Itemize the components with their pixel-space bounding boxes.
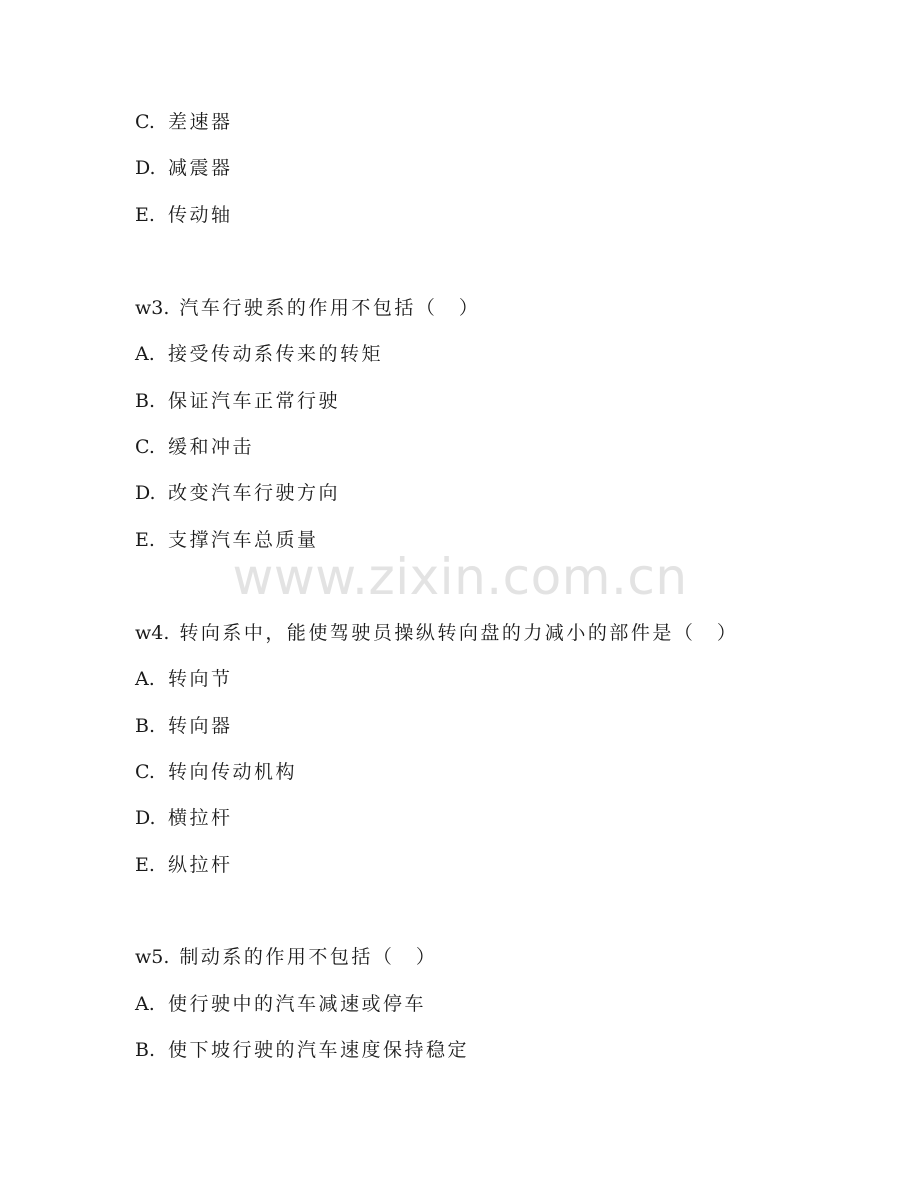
option-q3-e	[135, 528, 319, 552]
option-q2-c	[135, 110, 233, 134]
question-number: w4.	[135, 622, 170, 644]
option-q4-e	[135, 853, 233, 877]
option-q4-d	[135, 806, 233, 830]
question-w4-stem	[135, 621, 738, 645]
option-text: 纵拉杆	[168, 854, 233, 876]
option-label: A.	[135, 668, 155, 690]
option-q2-d	[135, 156, 233, 180]
question-w5-stem	[135, 945, 437, 969]
option-text: 使下坡行驶的汽车速度保持稳定	[168, 1039, 470, 1061]
option-q4-b	[135, 714, 233, 738]
option-label: A.	[135, 343, 155, 365]
option-text: 缓和冲击	[168, 436, 255, 458]
option-label: C.	[135, 436, 155, 458]
option-label: D.	[135, 807, 156, 829]
option-q5-a	[135, 992, 426, 1016]
option-label: E.	[135, 204, 155, 226]
option-text: 转向传动机构	[168, 761, 298, 783]
option-label: E.	[135, 854, 155, 876]
option-text: 横拉杆	[168, 807, 233, 829]
option-label: D.	[135, 482, 156, 504]
option-text: 转向器	[168, 715, 233, 737]
option-q5-b	[135, 1038, 469, 1062]
option-label: C.	[135, 111, 155, 133]
option-q4-a	[135, 667, 233, 691]
option-label: C.	[135, 761, 155, 783]
option-label: B.	[135, 390, 156, 412]
question-w3-stem	[135, 296, 480, 320]
option-text: 转向节	[168, 668, 233, 690]
option-text: 保证汽车正常行驶	[168, 390, 341, 412]
option-label: A.	[135, 993, 155, 1015]
option-text: 接受传动系传来的转矩	[168, 343, 384, 365]
option-q2-e	[135, 203, 233, 227]
question-text: 汽车行驶系的作用不包括（ ）	[179, 297, 481, 319]
option-q3-c	[135, 435, 254, 459]
question-number: w3.	[135, 297, 170, 319]
watermark: www.zixin.com.cn	[232, 548, 688, 606]
option-q4-c	[135, 760, 297, 784]
question-number: w5.	[135, 946, 170, 968]
option-label: E.	[135, 529, 155, 551]
option-text: 差速器	[168, 111, 233, 133]
question-text: 制动系的作用不包括（ ）	[179, 946, 438, 968]
option-text: 支撑汽车总质量	[168, 529, 319, 551]
option-q3-a	[135, 342, 383, 366]
option-label: B.	[135, 715, 156, 737]
question-text: 转向系中，能使驾驶员操纵转向盘的力减小的部件是（ ）	[179, 622, 739, 644]
option-q3-d	[135, 481, 340, 505]
option-q3-b	[135, 389, 340, 413]
option-text: 使行驶中的汽车减速或停车	[168, 993, 427, 1015]
option-text: 减震器	[168, 157, 233, 179]
option-label: B.	[135, 1039, 156, 1061]
option-text: 改变汽车行驶方向	[168, 482, 341, 504]
option-text: 传动轴	[168, 204, 233, 226]
option-label: D.	[135, 157, 156, 179]
